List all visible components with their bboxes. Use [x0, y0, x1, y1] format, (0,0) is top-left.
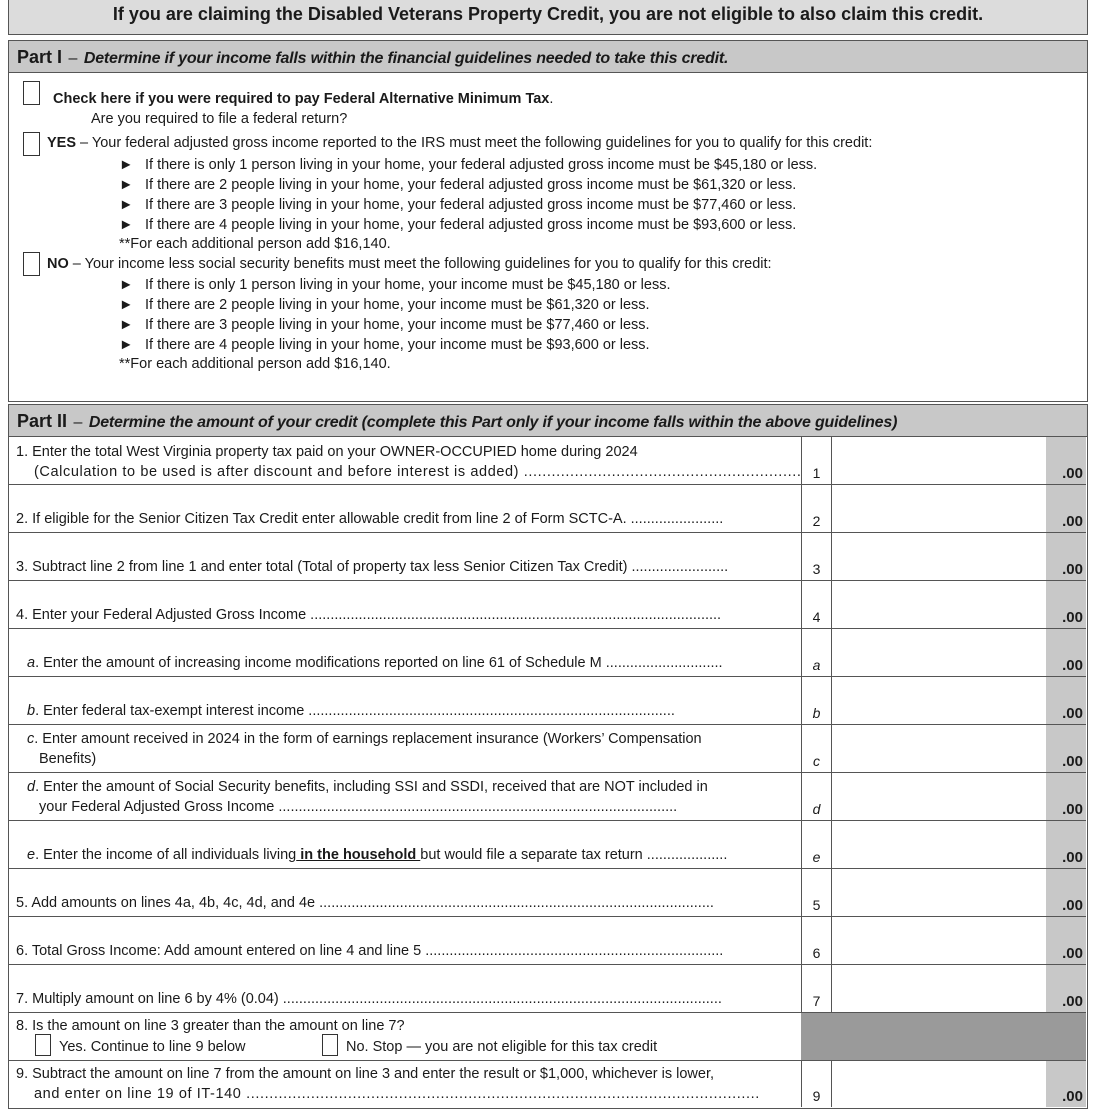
yes-item-2: ► If there are 2 people living in your home, your federal adjusted gross income must be $61,320 or less.: [119, 177, 797, 193]
line-7-amount[interactable]: [832, 965, 1046, 1012]
no-option: [47, 254, 772, 274]
line-1-text: 1. Enter the total West Virginia property tax paid on your OWNER-OCCUPIED home during 2024 (Calculation to be used is after discount and before interest is added) ............................................................: [16, 444, 802, 480]
line-6-row: [9, 917, 1086, 965]
line-2-amount[interactable]: [832, 485, 1046, 532]
line-1-row: [9, 437, 1086, 485]
line-4-row: [9, 581, 1086, 629]
line-8-no-checkbox[interactable]: [322, 1034, 338, 1056]
line-4d-row: [9, 773, 1086, 821]
line-5-amount[interactable]: [832, 869, 1046, 916]
line-4a-number: a: [801, 629, 832, 676]
line-3-text: 3. Subtract line 2 from line 1 and enter total (Total of property tax less Senior Citizen Tax Credit) ........................: [16, 559, 729, 575]
line-9-row: [9, 1061, 1086, 1107]
line-3-cents: .00: [1046, 533, 1086, 580]
line-8-yes-checkbox[interactable]: [35, 1034, 51, 1056]
line-9-cents: .00: [1046, 1061, 1086, 1107]
no-checkbox[interactable]: [23, 252, 40, 276]
line-4c-text: c. Enter amount received in 2024 in the form of earnings replacement insurance (Workers’ Compensation Benefits): [27, 731, 702, 767]
line-4e-amount[interactable]: [832, 821, 1046, 868]
line-4b-amount[interactable]: [832, 677, 1046, 724]
line-4e-row: [9, 821, 1086, 869]
line-1-number: 1: [801, 437, 832, 484]
line-4b-cents: .00: [1046, 677, 1086, 724]
line-4b-row: [9, 677, 1086, 725]
line-7-row: [9, 965, 1086, 1013]
line-4c-row: [9, 725, 1086, 773]
part-2-number: Part II: [17, 411, 68, 431]
line-4-cents: .00: [1046, 581, 1086, 628]
no-note: **For each additional person add $16,140.: [119, 356, 391, 372]
line-4e-text: e. Enter the income of all individuals living in the household but would file a separate tax return ....................: [27, 847, 728, 863]
line-7-cents: .00: [1046, 965, 1086, 1012]
line-4c-number: c: [801, 725, 832, 772]
yes-item-4: ► If there are 4 people living in your home, your federal adjusted gross income must be $93,600 or less.: [119, 217, 797, 233]
line-4c-amount[interactable]: [832, 725, 1046, 772]
part-2-header: Part II – Determine the amount of your credit (complete this Part only if your income falls within the above guidelines): [9, 405, 1087, 437]
yes-note: **For each additional person add $16,140.: [119, 236, 391, 252]
no-item-3: ► If there are 3 people living in your home, your income must be $77,460 or less.: [119, 317, 650, 333]
line-8-row: [9, 1013, 1086, 1061]
yes-option: [47, 133, 872, 153]
line-6-amount[interactable]: [832, 917, 1046, 964]
part-1-section: [8, 40, 1088, 402]
line-8-text: 8. Is the amount on line 3 greater than the amount on line 7?: [16, 1018, 405, 1034]
line-4e-number: e: [801, 821, 832, 868]
line-4a-cents: .00: [1046, 629, 1086, 676]
line-2-text: 2. If eligible for the Senior Citizen Tax Credit enter allowable credit from line 2 of Form SCTC-A. .......................: [16, 511, 724, 527]
line-6-number: 6: [801, 917, 832, 964]
line-5-text: 5. Add amounts on lines 4a, 4b, 4c, 4d, and 4e ..................................................................................................: [16, 895, 714, 911]
line-9-amount[interactable]: [832, 1061, 1046, 1107]
part-1-number: Part I: [17, 47, 63, 67]
no-item-4: ► If there are 4 people living in your home, your income must be $93,600 or less.: [119, 337, 650, 353]
no-label: NO: [47, 256, 69, 272]
line-3-amount[interactable]: [832, 533, 1046, 580]
line-4d-number: d: [801, 773, 832, 820]
part-1-description: Determine if your income falls within the financial guidelines needed to take this credit.: [83, 50, 729, 67]
line-5-cents: .00: [1046, 869, 1086, 916]
line-4-amount[interactable]: [832, 581, 1046, 628]
line-8-no-label: No. Stop — you are not eligible for this tax credit: [346, 1039, 658, 1055]
line-4c-cents: .00: [1046, 725, 1086, 772]
line-1-cents: .00: [1046, 437, 1086, 484]
line-4d-text: d. Enter the amount of Social Security benefits, including SSI and SSDI, received that are NOT included in your Federal Adjusted Gross Income ...................................................................................................: [27, 779, 708, 815]
yes-item-1: ► If there is only 1 person living in your home, your federal adjusted gross income must be $45,180 or less.: [119, 157, 818, 173]
line-4a-text: a. Enter the amount of increasing income modifications reported on line 61 of Schedule M .............................: [27, 655, 723, 671]
amt-check-label: Check here if you were required to pay Federal Alternative Minimum Tax.: [53, 91, 554, 107]
line-8-yes-label: Yes. Continue to line 9 below: [59, 1039, 246, 1055]
line-4d-cents: .00: [1046, 773, 1086, 820]
no-item-1: ► If there is only 1 person living in your home, your income must be $45,180 or less.: [119, 277, 671, 293]
line-3-number: 3: [801, 533, 832, 580]
federal-return-question: Are you required to file a federal return?: [91, 111, 348, 127]
line-4b-number: b: [801, 677, 832, 724]
amt-checkbox[interactable]: [23, 81, 40, 105]
line-3-row: [9, 533, 1086, 581]
line-4b-text: b. Enter federal tax-exempt interest income ...........................................................................................: [27, 703, 675, 719]
line-4-number: 4: [801, 581, 832, 628]
no-text: – Your income less social security benefits must meet the following guidelines for you to qualify for this credit:: [72, 256, 772, 272]
part-2-description: Determine the amount of your credit (complete this Part only if your income falls within the above guidelines): [88, 414, 898, 431]
line-7-text: 7. Multiply amount on line 6 by 4% (0.04) .............................................................................................................: [16, 991, 722, 1007]
line-2-row: [9, 485, 1086, 533]
line-9-text: 9. Subtract the amount on line 7 from the amount on line 3 and enter the result or $1,000, whichever is lower, and enter on line 19 of IT-140 ...............................................................................................................: [16, 1066, 760, 1102]
yes-text: – Your federal adjusted gross income reported to the IRS must meet the following guidelines for you to qualify for this credit:: [80, 135, 873, 151]
part-2-section: [8, 404, 1088, 1109]
yes-label: YES: [47, 135, 77, 151]
disabled-veterans-notice: If you are claiming the Disabled Veterans Property Credit, you are not eligible to also claim this credit.: [8, 0, 1088, 35]
yes-item-3: ► If there are 3 people living in your home, your federal adjusted gross income must be $77,460 or less.: [119, 197, 797, 213]
line-2-number: 2: [801, 485, 832, 532]
line-7-number: 7: [801, 965, 832, 1012]
line-4a-amount[interactable]: [832, 629, 1046, 676]
line-2-cents: .00: [1046, 485, 1086, 532]
line-1-amount[interactable]: [832, 437, 1046, 484]
line-4a-row: [9, 629, 1086, 677]
no-item-2: ► If there are 2 people living in your home, your income must be $61,320 or less.: [119, 297, 650, 313]
line-4-text: 4. Enter your Federal Adjusted Gross Income ......................................................................................................: [16, 607, 722, 623]
line-5-number: 5: [801, 869, 832, 916]
line-5-row: [9, 869, 1086, 917]
part-1-header: Part I – Determine if your income falls within the financial guidelines needed to take this credit.: [9, 41, 1087, 73]
line-4d-amount[interactable]: [832, 773, 1046, 820]
line-9-number: 9: [801, 1061, 832, 1107]
line-4e-cents: .00: [1046, 821, 1086, 868]
line-6-text: 6. Total Gross Income: Add amount entered on line 4 and line 5 ..........................................................................: [16, 943, 724, 959]
line-6-cents: .00: [1046, 917, 1086, 964]
yes-checkbox[interactable]: [23, 132, 40, 156]
line-8-shaded-cell: [801, 1013, 1086, 1060]
